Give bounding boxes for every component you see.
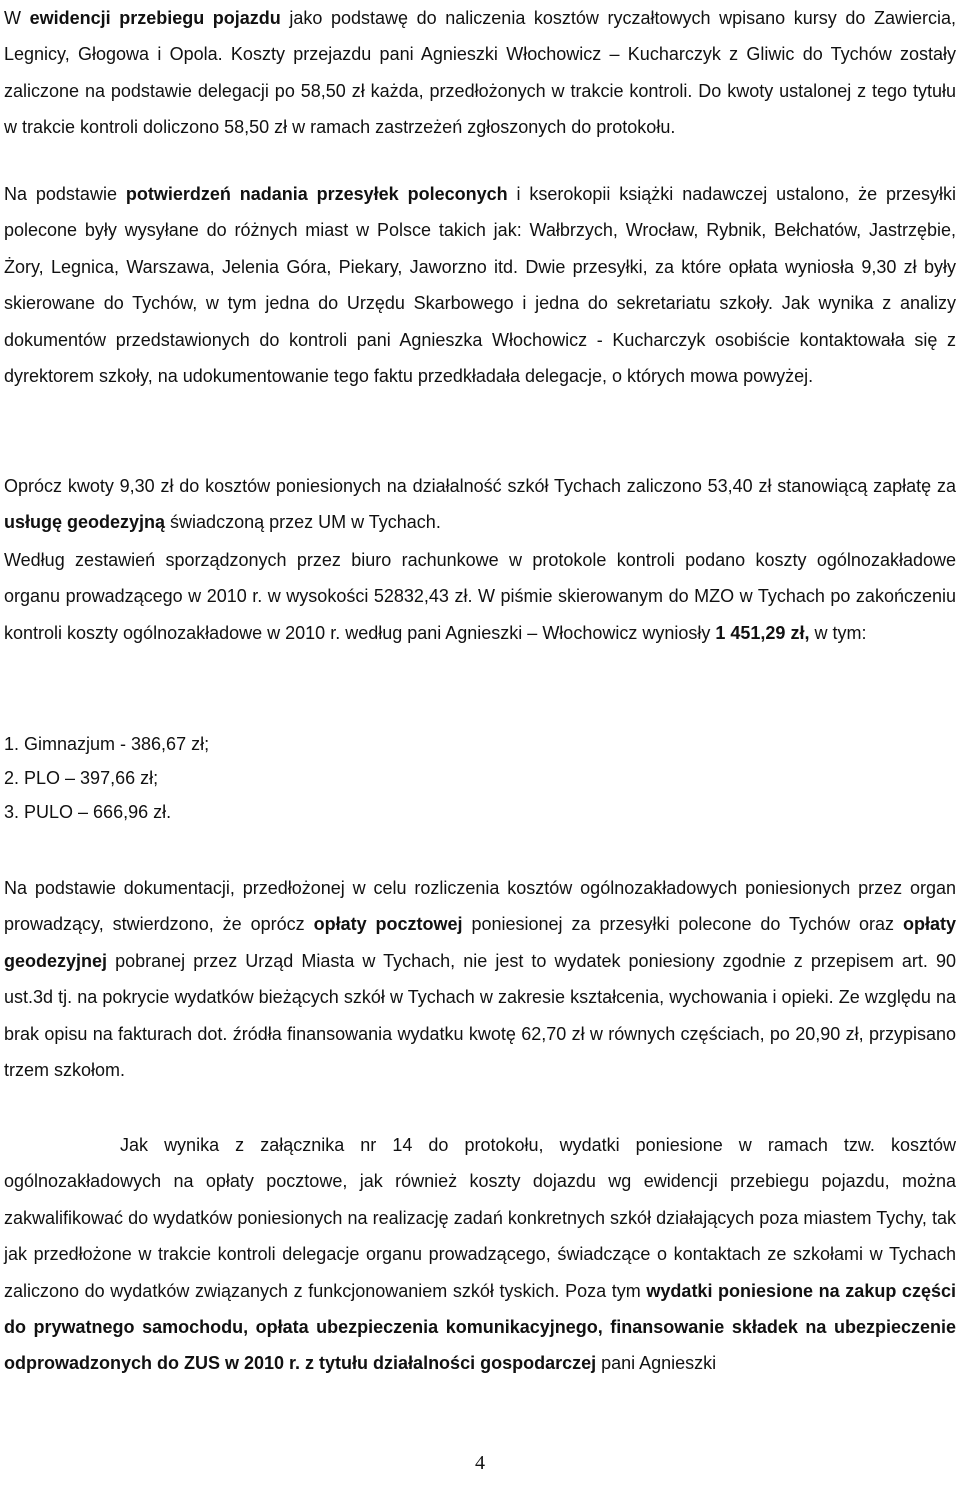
paragraph-overhead-costs [4, 542, 956, 651]
paragraph-findings [4, 870, 956, 1088]
paragraph-attachment-14 [4, 1127, 956, 1382]
bold-text: ewidencji przebiegu pojazdu [29, 8, 281, 28]
list-item: 1. Gimnazjum - 386,67 zł; [4, 734, 210, 754]
text: W [4, 8, 30, 28]
bold-text: potwierdzeń nadania przesyłek poleconych [125, 184, 508, 204]
text: pani Agnieszki [596, 1353, 717, 1374]
paragraph-geodetic-service [4, 468, 956, 541]
text: Jak wynika z załącznika nr 14 do protokołu, wydatki poniesione w ramach tzw. kosztów ogólnozakładowych na opłaty pocztowe, jak również koszty dojazdu wg ewidencji przebiegu pojazdu, można zakwalifikować do wydatków poniesionych na realizację zadań konkretnych szkół działających poza miastem Tychy, tak jak przedłożone w trakcie kontroli delegacje organu prowadzącego, świadczące o kontaktach ze szkołami w Tychach zaliczono do wydatków związanych z funkcjonowaniem szkół tyskich. Poza tym [4, 1135, 956, 1301]
text: świadczoną przez UM w Tychach. [165, 512, 441, 533]
bold-text: opłaty pocztowej [313, 914, 463, 935]
list-item: 3. PULO – 666,96 zł. [4, 802, 172, 822]
text: Oprócz kwoty 9,30 zł do kosztów poniesionych na działalność szkół Tychach zaliczono 53,40 zł stanowiącą zapłatę za [4, 476, 956, 496]
text: jako podstawę do naliczenia kosztów ryczałtowych wpisano kursy do Zawiercia, Legnicy, Głogowa i Opola. Koszty przejazdu pani Agnieszki Włochowicz – Kucharczyk z Gliwic do Tychów zostały zaliczone na podstawie delegacji po 58,50 zł każda, przedłożonych w trakcie kontroli. Do kwoty ustalonej z tego tytułu w trakcie kontroli doliczono 58,50 zł w ramach zastrzeżeń zgłoszonych do protokołu. [4, 8, 957, 138]
text: w tym: [809, 622, 867, 643]
paragraph-mileage-records [4, 0, 956, 146]
text: pobranej przez Urząd Miasta w Tychach, nie jest to wydatek poniesiony zgodnie z przepisem art. 90 ust.3d tj. na pokrycie wydatków bieżących szkół w Tychach w zakresie kształcenia, wychowania i opieki. Ze względu na brak opisu na fakturach dot. źródła finansowania wydatku kwotę 62,70 zł w równych częściach, po 20,90 zł, przypisano trzem szkołom. [4, 950, 956, 1081]
text: Na podstawie dokumentacji, przedłożonej w celu rozliczenia kosztów ogólnozakładowych poniesionych przez organ prowadzący, stwierdzono, że oprócz [4, 878, 956, 935]
text: Według zestawień sporządzonych przez biuro rachunkowe w protokole kontroli podano koszty ogólnozakładowe organu prowadzącego w 2010 r. w wysokości 52832,43 zł. W piśmie skierowanym do MZO w Tychach po zakończeniu kontroli koszty ogólnozakładowe w 2010 r. według pani Agnieszki – Włochowicz wyniosły [4, 550, 956, 643]
paragraph-registered-mail [4, 176, 956, 394]
bold-text: usługę geodezyjną [4, 512, 166, 533]
bold-text: opłaty geodezyjnej [4, 914, 956, 971]
bold-text: 1 451,29 zł, [715, 622, 810, 643]
text: Na podstawie [4, 184, 126, 204]
page-number: 4 [475, 1452, 485, 1474]
bold-text: wydatki poniesione na zakup części do prywatnego samochodu, opłata ubezpieczenia komunikacyjnego, finansowanie składek na ubezpieczenie odprowadzonych do ZUS w 2010 r. z tytułu działalności gospodarczej [4, 1280, 956, 1374]
text: poniesionej za przesyłki polecone do Tychów oraz [462, 914, 903, 935]
cost-list [4, 727, 209, 829]
list-item: 2. PLO – 397,66 zł; [4, 768, 159, 788]
text: i kserokopii książki nadawczej ustalono, że przesyłki polecone były wysyłane do różnych miast w Polsce takich jak: Wałbrzych, Wrocław, Rybnik, Bełchatów, Jastrzębie, Żory, Legnica, Warszawa, Jelenia Góra, Piekary, Jaworzno itd. Dwie przesyłki, za które opłata wyniosła 9,30 zł były skierowane do Tychów, w tym jedna do Urzędu Skarbowego i jedna do sekretariatu szkoły. Jak wynika z analizy dokumentów przedstawionych do kontroli pani Agnieszka Włochowicz - Kucharczyk osobiście kontaktowała się z dyrektorem szkoły, na udokumentowanie tego faktu przedkładała delegacje, o których mowa powyżej. [4, 184, 956, 387]
